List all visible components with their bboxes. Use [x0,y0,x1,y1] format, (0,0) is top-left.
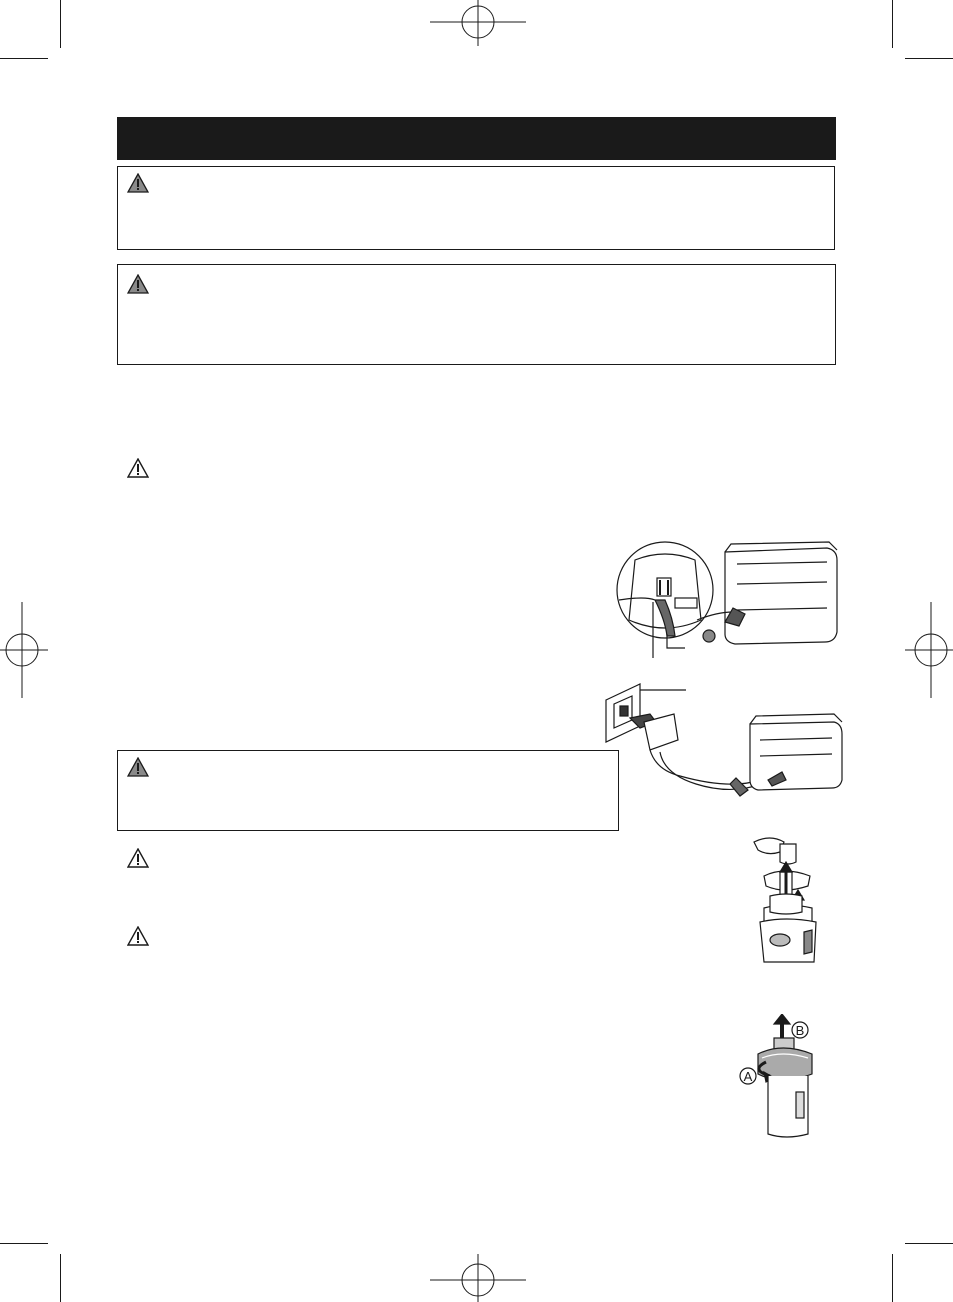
crop-mark [892,0,893,48]
registration-mark-icon [905,602,953,698]
registration-mark-icon [430,0,526,48]
warning-box [117,166,835,250]
warning-box [117,750,619,831]
section-header-bar [117,117,836,160]
warning-triangle-icon [127,274,149,294]
warning-triangle-icon [127,757,149,777]
registration-mark-icon [430,1254,526,1302]
warning-box [117,264,836,365]
crop-mark [905,1243,953,1244]
caution-triangle-icon [127,926,149,946]
label-b: B [795,1023,805,1038]
warning-triangle-icon [127,173,149,193]
caution-triangle-icon [127,848,149,868]
crop-mark [0,58,48,59]
caution-triangle-icon [127,458,149,478]
crop-mark [60,0,61,48]
label-a: A [743,1069,753,1084]
nebulizer-cap-removal [740,832,836,966]
nebulizer-twist-remove [736,1014,836,1138]
crop-mark [60,1254,61,1302]
ac-adapter-plug-into-unit [605,540,845,660]
crop-mark [0,1243,48,1244]
crop-mark [905,58,953,59]
registration-mark-icon [0,602,48,698]
crop-mark [892,1254,893,1302]
ac-adapter-into-wall-outlet [600,680,845,810]
